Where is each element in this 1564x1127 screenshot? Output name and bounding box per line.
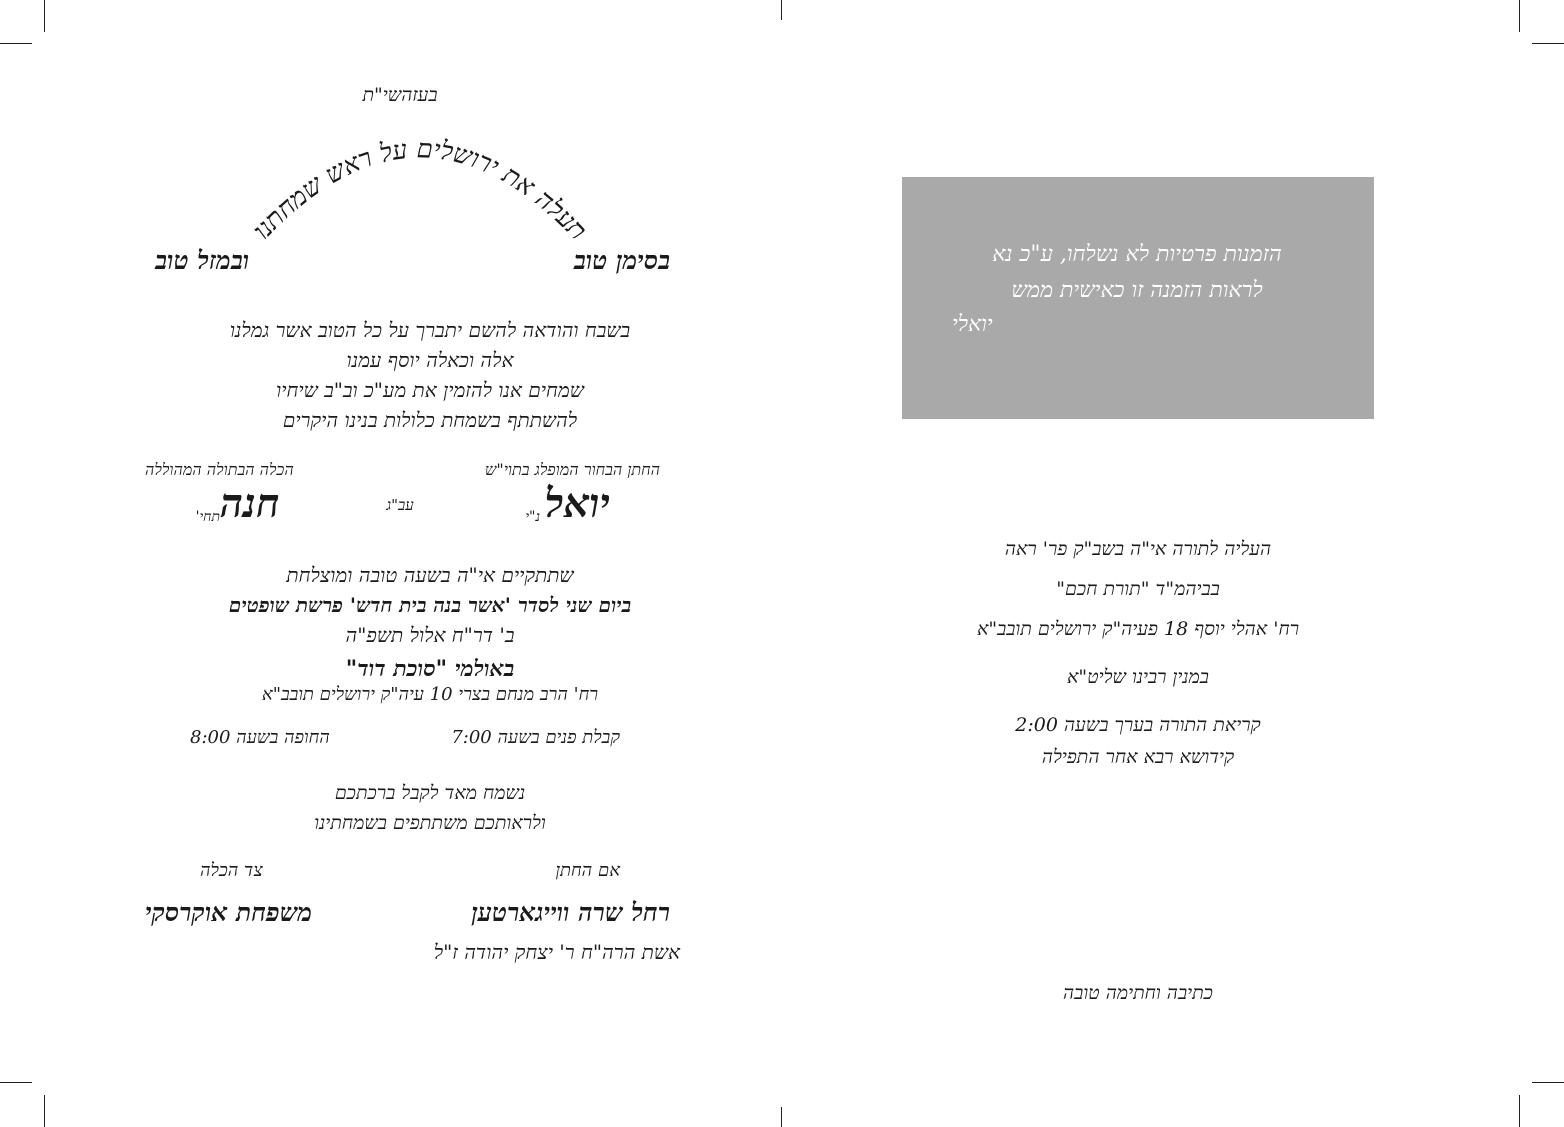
aliyah-line: קריאת התורה בערך בשעה 2:00 [1015,714,1261,736]
bride-suffix: תחי' [195,509,220,525]
intro-line: להשתתף בשמחת כלולות בנינו היקרים [282,408,578,432]
invitation-panel [120,60,720,1070]
crop-mark [44,1095,45,1127]
notice-line: לראות הזמנה זו כאישית ממש [1011,278,1263,303]
intro-line: אלה וכאלה יוסף עמנו [346,348,514,372]
crop-mark [781,1107,782,1127]
event-details [120,560,740,650]
mazal-tov: ובמזל טוב [155,246,250,275]
aliyah-line: העליה לתורה אי"ה בשב"ק פר' ראה [1004,538,1272,560]
groom-suffix: נ"י [525,509,540,525]
welcome-line: נשמח מאד לקבל ברכתכם [334,782,526,804]
groom-name: יואל [544,480,610,527]
aliyah-line: קידושא רבא אחר התפילה [1041,746,1235,768]
event-line: שתתקיים אי"ה בשעה טובה ומוצלחת [286,563,574,587]
notice-text [942,237,1332,309]
intro-text [120,315,740,435]
bride-label: הכלה הבתולה המהוללה [145,460,294,479]
reception-time: קבלת פנים בשעה 7:00 [451,727,620,748]
welcome-text [120,778,740,838]
crop-mark [1519,1095,1520,1127]
aliyah-line: רח' אהלי יוסף 18 פעיה"ק ירושלים תובב"א [976,618,1300,640]
crop-mark [1532,43,1564,44]
event-line: ב' דר"ח אלול תשפ"ה [345,623,515,647]
crop-mark [781,0,782,20]
intro-line: בשבח והודאה להשם יתברך על כל הטוב אשר גמלנו [229,318,631,342]
between-label: עב"ג [386,496,414,514]
aliyah-panel [902,60,1374,1070]
groom-label: החתן הבחור המופלג בתוי"ש [485,460,660,479]
groom-side-name: רחל שרה ווייגארטען [471,898,670,927]
notice-signature: יואלי [952,312,993,337]
crop-mark [1532,1082,1564,1083]
groom-side-subtitle: אשת הרה"ח ר' יצחק יהודה ז"ל [433,940,680,964]
notice-box [902,177,1374,419]
chuppah-time: החופה בשעה 8:00 [190,727,330,748]
crop-mark [1519,0,1520,32]
aliyah-line: בביהמ"ד "תורת חכם" [1056,578,1220,600]
venue-address: רח' הרב מנחם בצרי 10 עיה"ק ירושלים תובב"א [261,684,599,705]
welcome-line: ולראותכם משתתפים בשמחתינו [314,812,546,834]
crop-mark [0,1082,32,1083]
arc-verse-text: תעלה את ירושלים על ראש שמחתנו [247,134,593,246]
venue-title: באולמי "סוכת דוד" [345,656,515,682]
bride-side-label: צד הכלה [200,860,263,881]
aliyah-line: במנין רבינו שליט"א [1067,666,1209,688]
intro-line: שמחים אנו להזמין את מע"כ וב"ב שיחיו [276,378,584,402]
notice-line: הזמנות פרטיות לא נשלחו, ע"כ נא [992,242,1282,267]
groom-side-label: אם החתן [555,860,620,881]
closing-greeting: כתיבה וחתימה טובה [1063,982,1213,1004]
siman-tov: בסימן טוב [573,246,670,275]
bh-header: בעזהשי"ת [362,84,438,106]
event-line: ביום שני לסדר 'אשר בנה בית חדש' פרשת שופטים [228,593,632,617]
bride-name: חנה [220,480,280,527]
bride-side-name: משפחת אוקרסקי [145,898,313,927]
crop-mark [0,43,32,44]
crop-mark [44,0,45,32]
